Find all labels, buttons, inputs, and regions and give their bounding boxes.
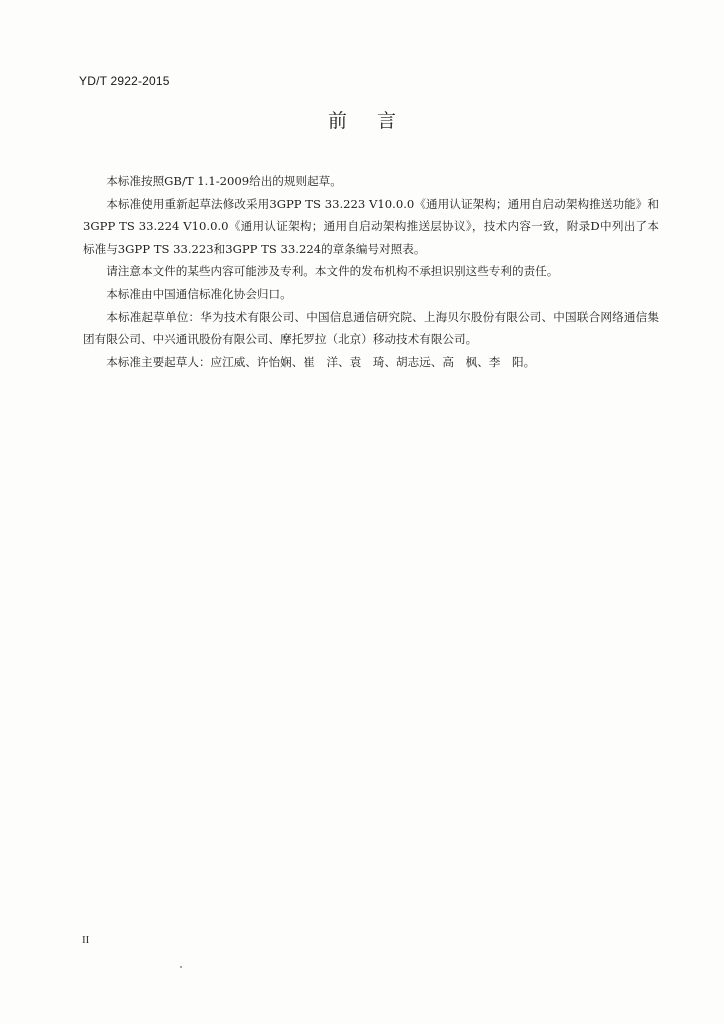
- foreword-body: [83, 170, 659, 373]
- paragraph-drafting-rules: 本标准按照GB/T 1.1-2009给出的规则起草。: [106, 174, 342, 188]
- paragraph-adoption-method: 本标准使用重新起草法修改采用3GPP TS 33.223 V10.0.0《通用认证架构；通用自启动架构推送功能》和3GPP TS 33.224 V10.0.0《通用认证架构；通用自启动架构推送层协议》，技术内容一致，附录D中列出了本标准与3GPP TS 33.223和3GPP TS 33.224的章条编号对照表。: [83, 196, 659, 256]
- paragraph-patent-notice: 请注意本文件的某些内容可能涉及专利。本文件的发布机构不承担识别这些专利的责任。: [106, 264, 559, 279]
- page-number: II: [82, 934, 90, 946]
- page-title: 前言: [327, 110, 426, 132]
- paragraph-centralized-by: 本标准由中国通信标准化协会归口。: [106, 286, 292, 301]
- scan-speck: [180, 966, 182, 968]
- document-code: YD/T 2922-2015: [79, 74, 170, 88]
- paragraph-drafting-organizations: 本标准起草单位：华为技术有限公司、中国信息通信研究院、上海贝尔股份有限公司、中国联合网络通信集团有限公司、中兴通讯股份有限公司、摩托罗拉（北京）移动技术有限公司。: [83, 309, 659, 347]
- paragraph-main-drafters: 本标准主要起草人：应江威、许怡娴、崔 洋、袁 琦、胡志远、高 枫、李 阳。: [106, 354, 536, 369]
